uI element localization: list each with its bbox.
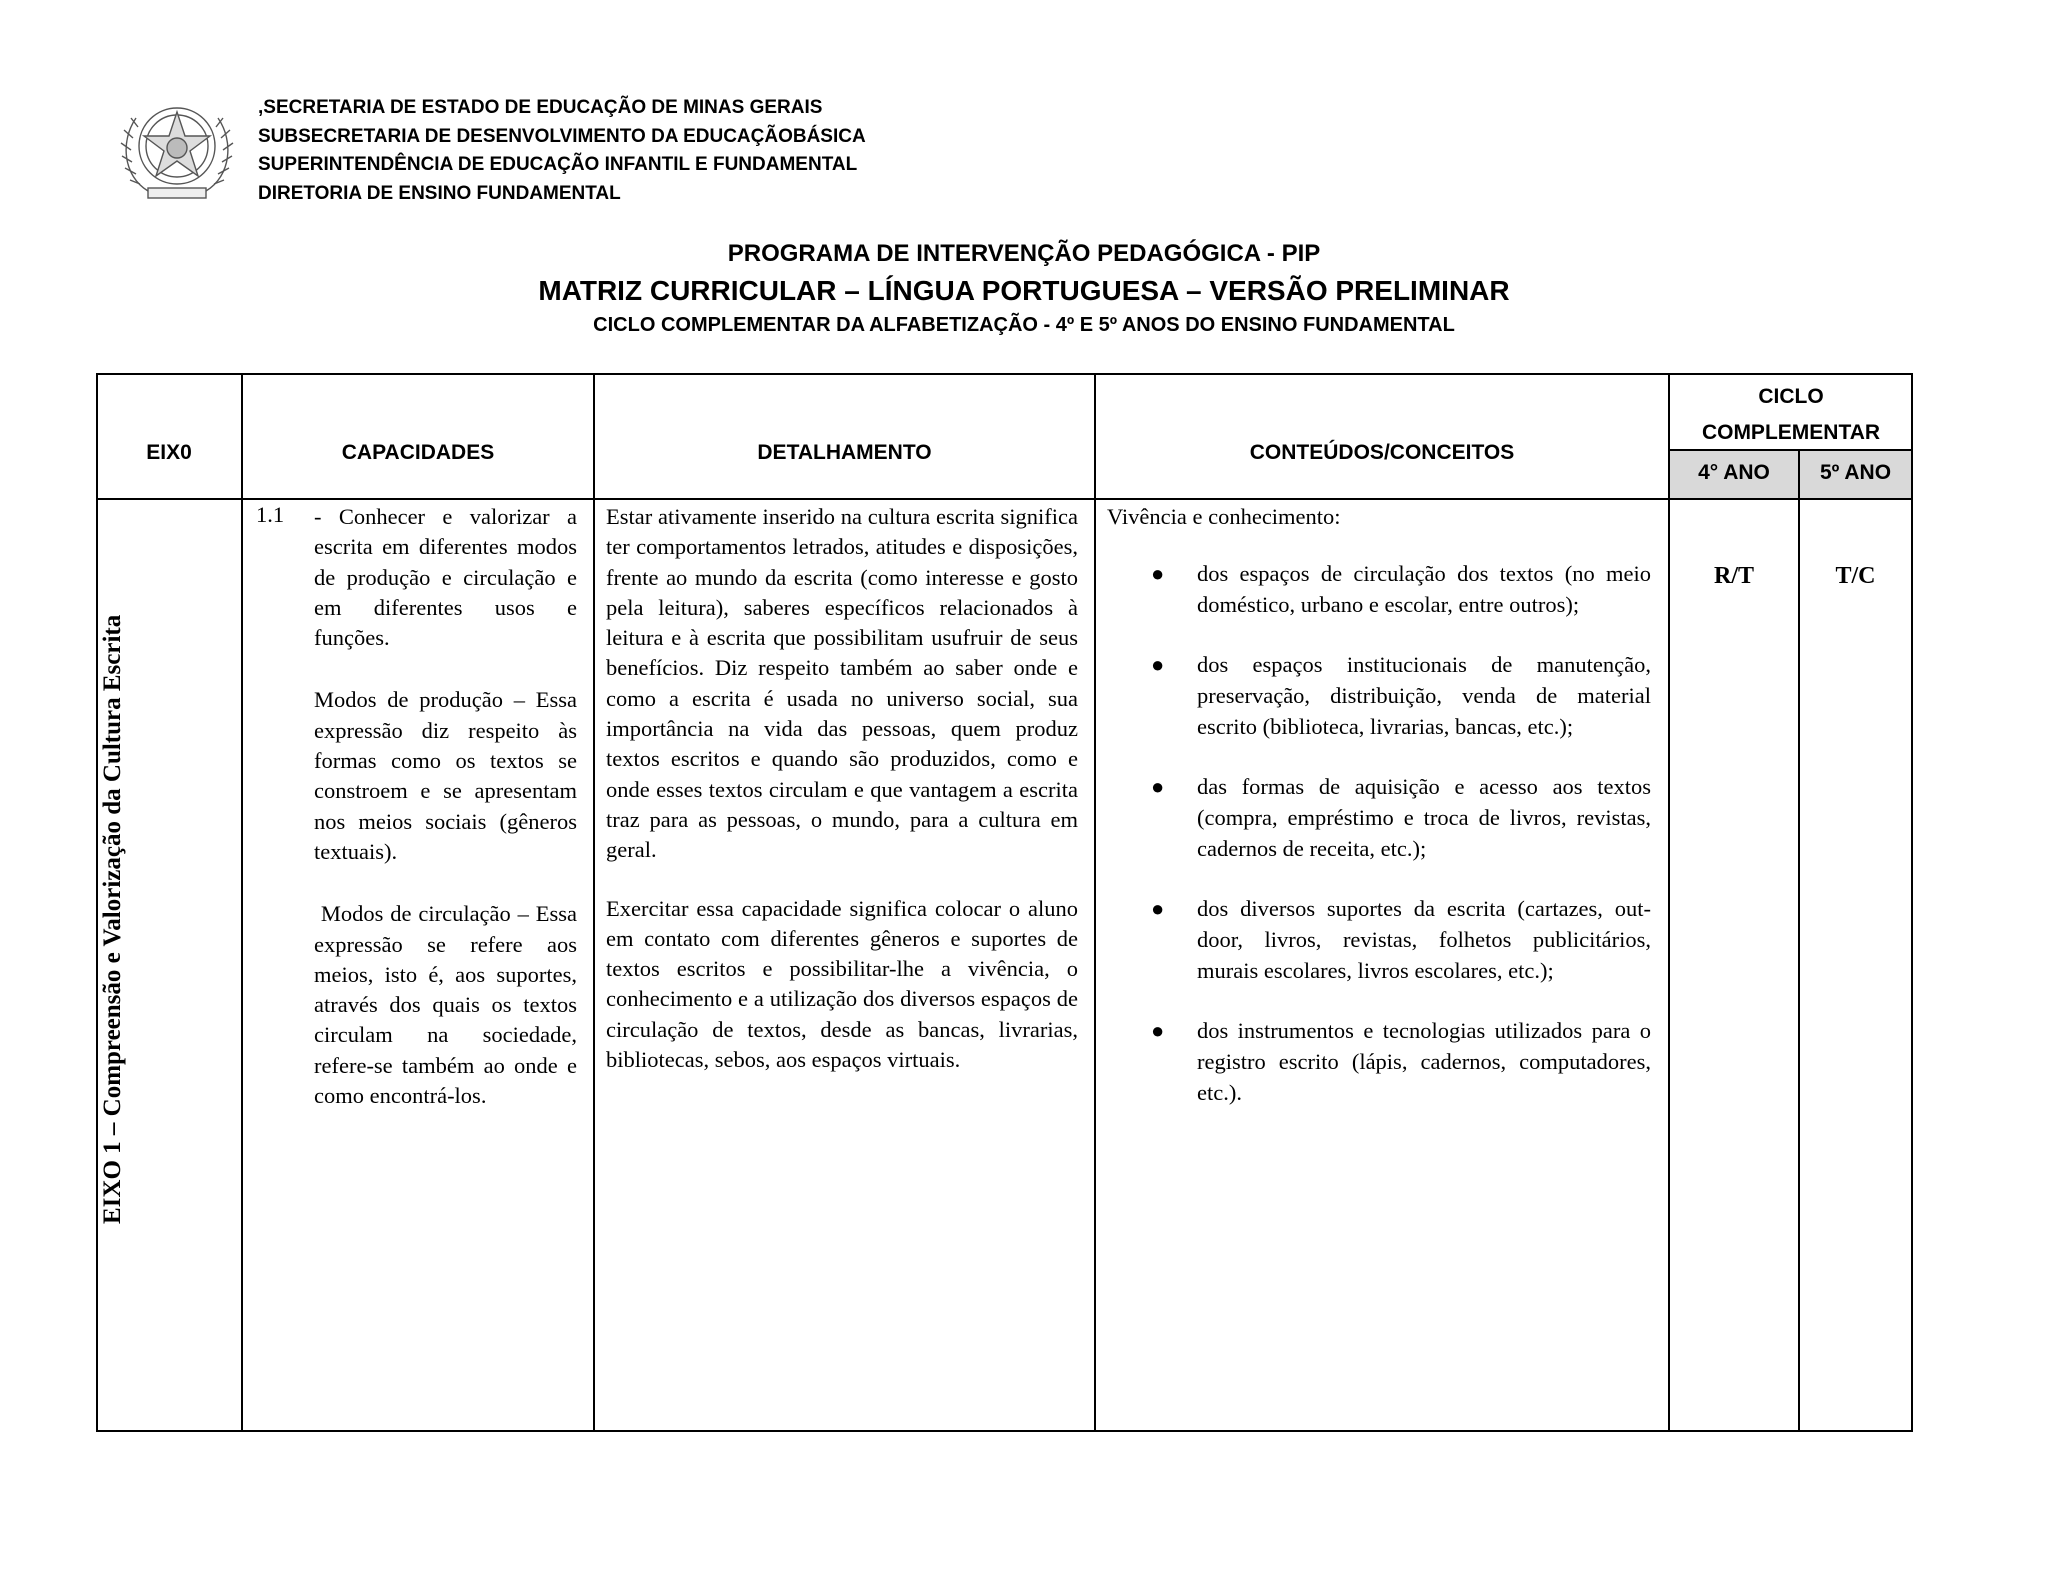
capacidade-paragraph: Modos de circulação – Essa expressão se refere aos meios, isto é, aos suportes, através dos quais os textos circulam na sociedade, refere-se também ao onde e como encontrá-los.	[314, 901, 583, 1109]
conteudos-intro: Vivência e conhecimento:	[1107, 504, 1341, 529]
coat-of-arms-icon	[118, 96, 236, 206]
bullet-icon: ●	[1151, 561, 1165, 586]
organization-block	[258, 94, 866, 208]
list-item-text: dos instrumentos e tecnologias utilizados para o registro escrito (lápis, cadernos, computadores, etc.).	[1197, 1018, 1651, 1105]
list-item	[1107, 771, 1651, 864]
header-ciclo-line2: COMPLEMENTAR	[1701, 421, 1881, 444]
bullet-icon: ●	[1151, 774, 1165, 799]
list-item-text: dos espaços institucionais de manutenção, preservação, distribuição, venda de material escrito (biblioteca, livrarias, bancas, etc.);	[1197, 652, 1651, 739]
org-line: SUBSECRETARIA DE DESENVOLVIMENTO DA EDUCAÇÃOBÁSICA	[258, 125, 866, 147]
capacidade-paragraph: Modos de produção – Essa expressão diz respeito às formas como os textos se constroem e se apresentam nos meios sociais (gêneros textuais).	[314, 687, 577, 864]
list-item-text: dos diversos suportes da escrita (cartazes, out-door, livros, revistas, folhetos publicitários, murais escolares, livros escolares, etc.);	[1197, 896, 1651, 983]
list-item	[1107, 649, 1651, 742]
bullet-icon: ●	[1151, 896, 1165, 921]
ano5-value: T/C	[1835, 563, 1876, 589]
cycle-title: CICLO COMPLEMENTAR DA ALFABETIZAÇÃO - 4º E 5º ANOS DO ENSINO FUNDAMENTAL	[593, 314, 1455, 336]
bullet-icon: ●	[1151, 1018, 1165, 1043]
header-ciclo	[1669, 379, 1913, 451]
detalhamento-text	[606, 502, 1078, 1075]
detalhamento-paragraph: Exercitar essa capacidade significa colocar o aluno em contato com diferentes gêneros e suportes de textos escritos e possibilitar-lhe a vivência, o conhecimento e a utilização dos diversos espaços de circulação de textos, desde as bancas, livrarias, bibliotecas, sebos, aos espaços virtuais.	[606, 895, 1078, 1073]
eixo-label: EIXO 1 – Compreensão e Valorização da Cultura Escrita	[99, 614, 126, 1224]
org-line: DIRETORIA DE ENSINO FUNDAMENTAL	[258, 182, 621, 204]
header-ciclo-line1: CICLO	[1758, 385, 1824, 408]
header-capacidades: CAPACIDADES	[341, 441, 495, 464]
org-line: SUPERINTENDÊNCIA DE EDUCAÇÃO INFANTIL E FUNDAMENTAL	[258, 154, 858, 175]
document-subtitle: MATRIZ CURRICULAR – LÍNGUA PORTUGUESA – VERSÃO PRELIMINAR	[538, 275, 1510, 306]
document-title: PROGRAMA DE INTERVENÇÃO PEDAGÓGICA - PIP	[727, 240, 1321, 267]
list-item	[1107, 893, 1651, 986]
ano4-value: R/T	[1713, 563, 1754, 589]
curriculum-table	[96, 373, 1913, 1432]
header-5-ano: 5º ANO	[1819, 461, 1892, 484]
header-detalhamento: DETALHAMENTO	[757, 441, 932, 464]
org-line: ,SECRETARIA DE ESTADO DE EDUCAÇÃO DE MINAS GERAIS	[258, 97, 823, 118]
list-item-text: dos espaços de circulação dos textos (no meio doméstico, urbano e escolar, entre outros);	[1197, 561, 1651, 617]
list-item	[1107, 1015, 1651, 1108]
header-4-ano: 4° ANO	[1698, 461, 1770, 484]
conteudos-list	[1107, 558, 1651, 1108]
list-item	[1107, 558, 1651, 620]
header-eixo: EIX0	[146, 441, 192, 464]
conteudos-cell	[1107, 502, 1651, 1137]
capacidade-text	[314, 502, 583, 1111]
capacidade-paragraph: - Conhecer e valorizar a escrita em diferentes modos de produção e circulação e em diferentes usos e funções.	[314, 504, 577, 651]
list-item-text: das formas de aquisição e acesso aos textos (compra, empréstimo e troca de livros, revistas, cadernos de receita, etc.);	[1197, 774, 1651, 861]
detalhamento-paragraph: Estar ativamente inserido na cultura escrita significa ter comportamentos letrados, atitudes e disposições, frente ao mundo da escrita (como interesse e gosto pela leitura), saberes específicos relacionados à leitura e à escrita que possibilitam usufruir de seus benefícios. Diz respeito também ao saber onde e como a escrita é usada no universo social, sua importância na vida das pessoas, quem produz textos escritos e quando são produzidos, como e onde esses textos circulam e que vantagem a escrita traz para as pessoas, o mundo, para a cultura em geral.	[606, 504, 1078, 863]
bullet-icon: ●	[1151, 652, 1165, 677]
capacidade-number: 1.1	[256, 502, 285, 527]
header-conteudos: CONTEÚDOS/CONCEITOS	[1249, 441, 1515, 464]
